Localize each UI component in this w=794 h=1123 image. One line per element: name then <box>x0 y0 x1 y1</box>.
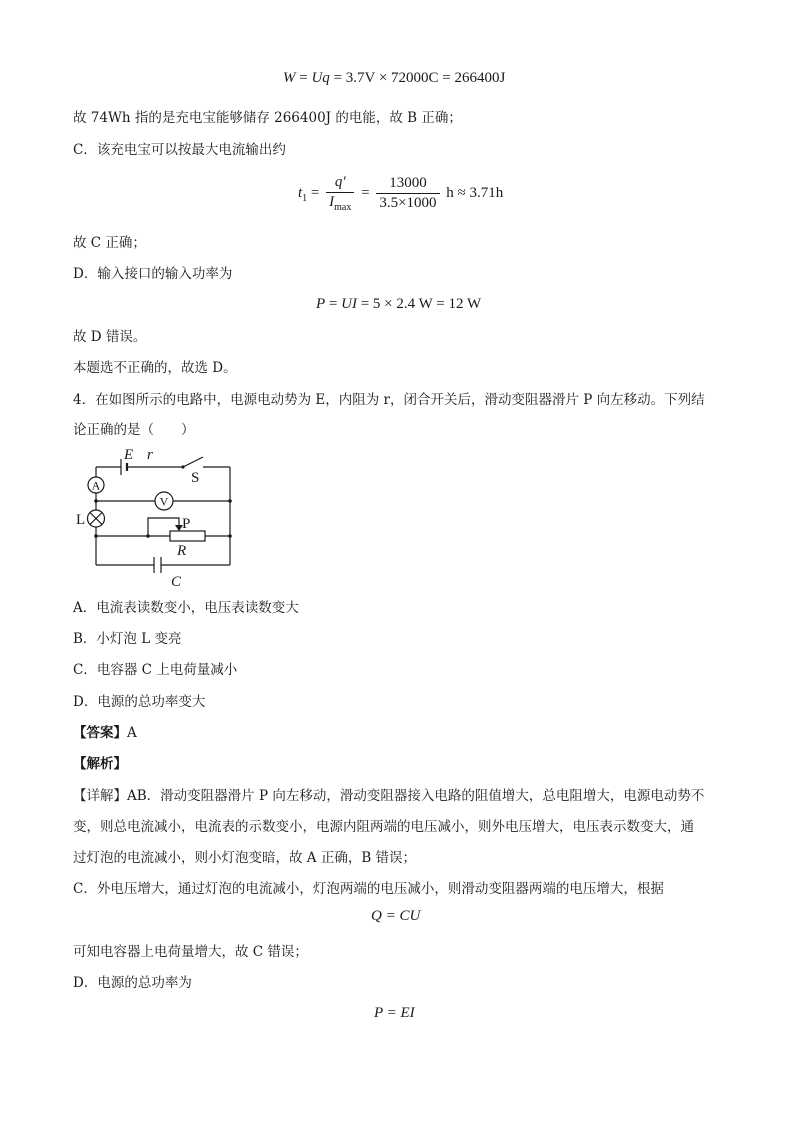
text-c-conclusion: 故 C 正确； <box>73 235 146 251</box>
detail-line-2: 变，则总电流减小，电流表的示数变小，电源内阻两端的电压减小，则外电压增大，电压表示数变大，通 <box>73 819 694 835</box>
eq-t1-result: h ≈ 3.71h <box>446 184 504 201</box>
option-b: B．小灯泡 L 变亮 <box>73 631 182 647</box>
eq-t1-q: q′ <box>334 174 346 190</box>
eq-t1-den: 3.5×1000 <box>379 195 437 211</box>
text-c-intro: C．该充电宝可以按最大电流输出约 <box>73 142 286 158</box>
junction-dot <box>94 499 98 503</box>
circuit-diagram <box>73 443 243 591</box>
label-s: S <box>191 470 200 486</box>
junction-dot <box>146 534 150 538</box>
junction-dot <box>94 534 98 538</box>
equation-power-input: P = UI = 5 × 2.4 W = 12 W <box>316 296 482 312</box>
junction-dot <box>228 499 232 503</box>
switch-blade <box>183 457 203 467</box>
eq-t1-imax: I <box>329 194 335 210</box>
option-a: A．电流表读数变小，电压表读数变大 <box>73 600 299 616</box>
label-p: P <box>182 516 191 532</box>
text-d-conclusion: 故 D 错误。 <box>73 329 147 345</box>
label-r: r <box>147 447 153 463</box>
label-r-rheostat: R <box>177 543 187 559</box>
text-d-intro: D．输入接口的输入功率为 <box>73 266 233 282</box>
equation-time: $t_1$ = $\frac{q'}{I_{max}}$ = $\frac{13000}{3.5\times 1000}$ h ≈ 3.71h <box>298 174 504 213</box>
detail-line-1: 【详解】AB．滑动变阻器滑片 P 向左移动，滑动变阻器接入电路的阻值增大，总电阻增大，电源电动势不 <box>73 788 705 804</box>
slider-wire <box>148 518 179 536</box>
question-4-line-1: 4．在如图所示的电路中，电源电动势为 E，内阻为 r，闭合开关后，滑动变阻器滑片 P 向左移动。下列结 <box>73 392 705 408</box>
label-l: L <box>76 512 86 528</box>
option-d: D．电源的总功率变大 <box>73 694 206 710</box>
answer-label: 【答案】 <box>73 725 127 741</box>
label-v: V <box>159 494 169 509</box>
answer-value: A <box>127 725 137 741</box>
switch-pivot <box>181 465 184 468</box>
option-c: C．电容器 C 上电荷量减小 <box>73 662 238 678</box>
analysis-label: 【解析】 <box>73 756 127 772</box>
eq-w-rest: = 3.7V × 72000C = 266400J <box>329 70 506 86</box>
text-d-power: D．电源的总功率为 <box>73 975 192 991</box>
eq-t1-imax-sub: max <box>334 202 352 213</box>
label-e: E <box>124 447 134 463</box>
eq-p1-lhs: P <box>316 296 326 312</box>
question-4-line-2: 论正确的是（ ） <box>73 422 195 438</box>
equation-charge: Q = CU <box>371 908 421 924</box>
label-a: A <box>91 478 101 493</box>
eq-t1-sub: 1 <box>302 192 308 204</box>
label-c: C <box>171 574 182 590</box>
detail-line-4: C．外电压增大，通过灯泡的电流减小，灯泡两端的电压减小，则滑动变阻器两端的电压增大，根据 <box>73 881 664 897</box>
eq-p1-rest: = 5 × 2.4 W = 12 W <box>356 296 482 312</box>
equation-energy: W = Uq = 3.7V × 72000C = 266400J <box>283 70 506 86</box>
frac-numeric <box>376 175 439 212</box>
detail-line-3: 过灯泡的电流减小，则小灯泡变暗，故 A 正确，B 错误； <box>73 850 417 866</box>
junction-dot <box>228 534 232 538</box>
equation-total-power: P = EI <box>374 1005 415 1021</box>
answer-line <box>73 724 137 742</box>
eq-p1-ui: UI <box>341 296 357 312</box>
rheostat-body <box>170 531 205 541</box>
text-b-conclusion: 故 74Wh 指的是充电宝能够储存 266400J 的电能，故 B 正确； <box>73 110 462 126</box>
frac-q-over-imax <box>326 174 354 213</box>
eq-w-uq: Uq <box>311 70 330 86</box>
text-final: 本题选不正确的，故选 D。 <box>73 360 237 376</box>
eq-w-lhs: W <box>283 70 296 86</box>
text-capacitor: 可知电容器上电荷量增大，故 C 错误； <box>73 944 308 960</box>
eq-t1-symbol: t <box>298 184 303 201</box>
eq-t1-num: 13000 <box>376 175 439 194</box>
